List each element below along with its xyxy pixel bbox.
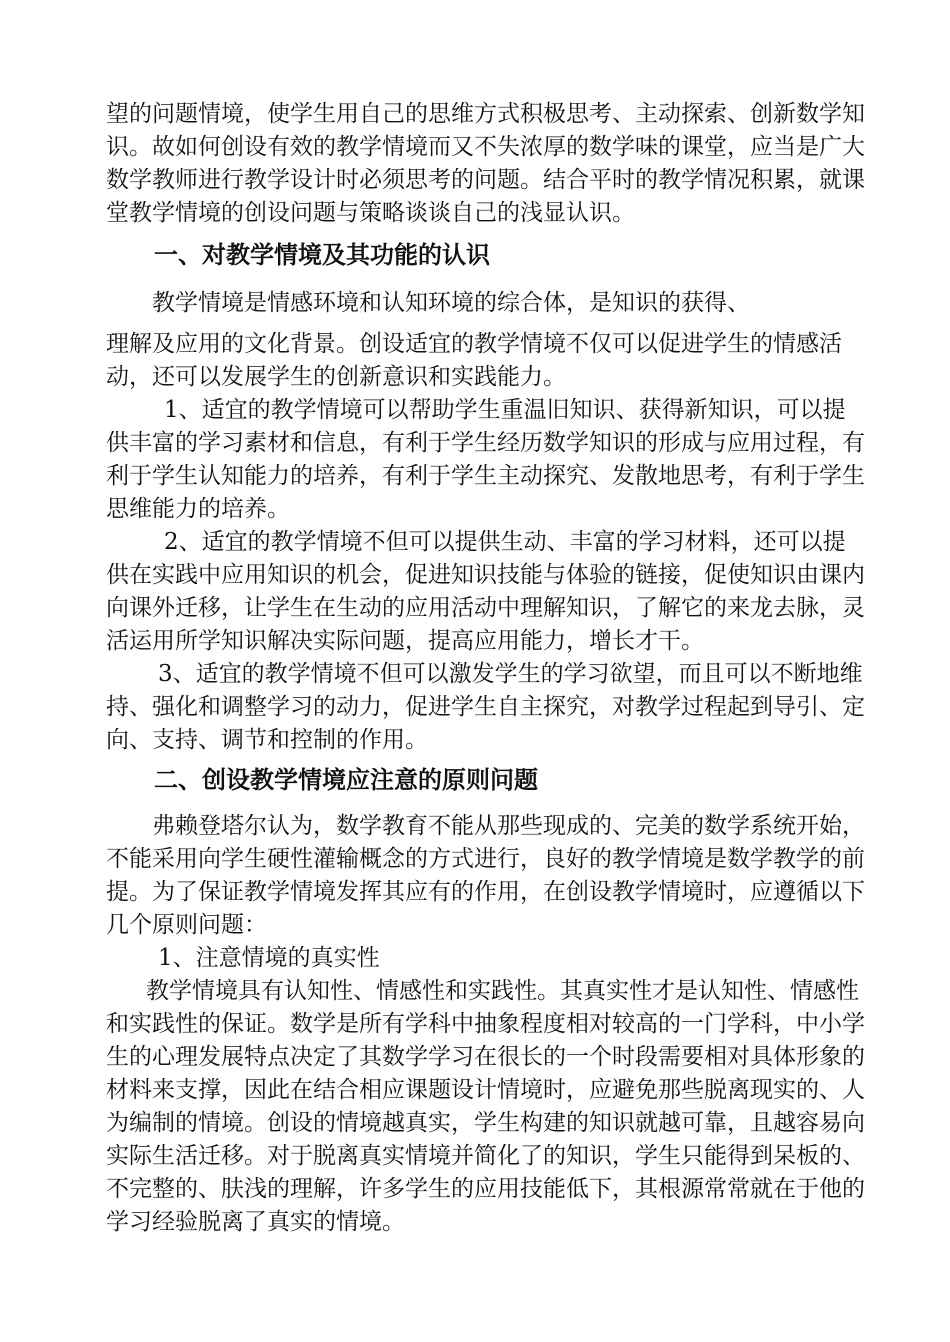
- section2-subheading-1: 1、注意情境的真实性: [158, 945, 380, 971]
- section2-paragraph-1: 弗赖登塔尔认为，数学教育不能从那些现成的、完美的数学系统开始，不能采用向学生硬性灌输概念的方式进行，良好的教学情境是数学教学的前提。为了保证教学情境发挥其应有的作用，在创设教学情境时，应遵循以下几个原则问题：: [106, 813, 865, 938]
- section1-item-1: 1、适宜的教学情境可以帮助学生重温旧知识、获得新知识，可以提供丰富的学习素材和信息，有利于学生经历数学知识的形成与应用过程，有利于学生认知能力的培养，有利于学生主动探究、发散地思考，有利于学生思维能力的培养。: [106, 397, 865, 522]
- section1-item-3: 3、适宜的教学情境不但可以激发学生的学习欲望，而且可以不断地维持、强化和调整学习的动力，促进学生自主探究，对教学过程起到导引、定向、支持、调节和控制的作用。: [106, 661, 865, 753]
- section2-sub1-body: 教学情境具有认知性、情感性和实践性。其真实性才是认知性、情感性和实践性的保证。数学是所有学科中抽象程度相对较高的一门学科，中小学生的心理发展特点决定了其数学学习在很长的一个时段需要相对具体形象的材料来支撑，因此在结合相应课题设计情境时，应避免那些脱离现实的、人为编制的情境。创设的情境越真实，学生构建的知识就越可靠，且越容易向实际生活迁移。对于脱离真实情境并简化了的知识，学生只能得到呆板的、不完整的、肤浅的理解，许多学生的应用技能低下，其根源常常就在于他的学习经验脱离了真实的情境。: [106, 978, 865, 1235]
- intro-paragraph: 望的问题情境，使学生用自己的思维方式积极思考、主动探索、创新数学知识。故如何创设有效的教学情境而又不失浓厚的数学味的课堂，应当是广大数学教师进行教学设计时必须思考的问题。结合平时的教学情况积累，就课堂教学情境的创设问题与策略谈谈自己的浅显认识。: [106, 101, 865, 226]
- section1-paragraph-1: 教学情境是情感环境和认知环境的综合体，是知识的获得、: [152, 290, 750, 316]
- section-heading-1: 一、对教学情境及其功能的认识: [154, 240, 490, 269]
- section1-paragraph-1-continued: 理解及应用的文化背景。创设适宜的教学情境不仅可以促进学生的情感活动，还可以发展学生的创新意识和实践能力。: [106, 331, 842, 390]
- section1-item-2: 2、适宜的教学情境不但可以提供生动、丰富的学习材料，还可以提供在实践中应用知识的机会，促进知识技能与体验的链接，促使知识由课内向课外迁移，让学生在生动的应用活动中理解知识，了解它的来龙去脉，灵活运用所学知识解决实际问题，提高应用能力，增长才干。: [106, 529, 865, 654]
- section-heading-2: 二、创设教学情境应注意的原则问题: [154, 765, 538, 794]
- document-body: [106, 98, 866, 1239]
